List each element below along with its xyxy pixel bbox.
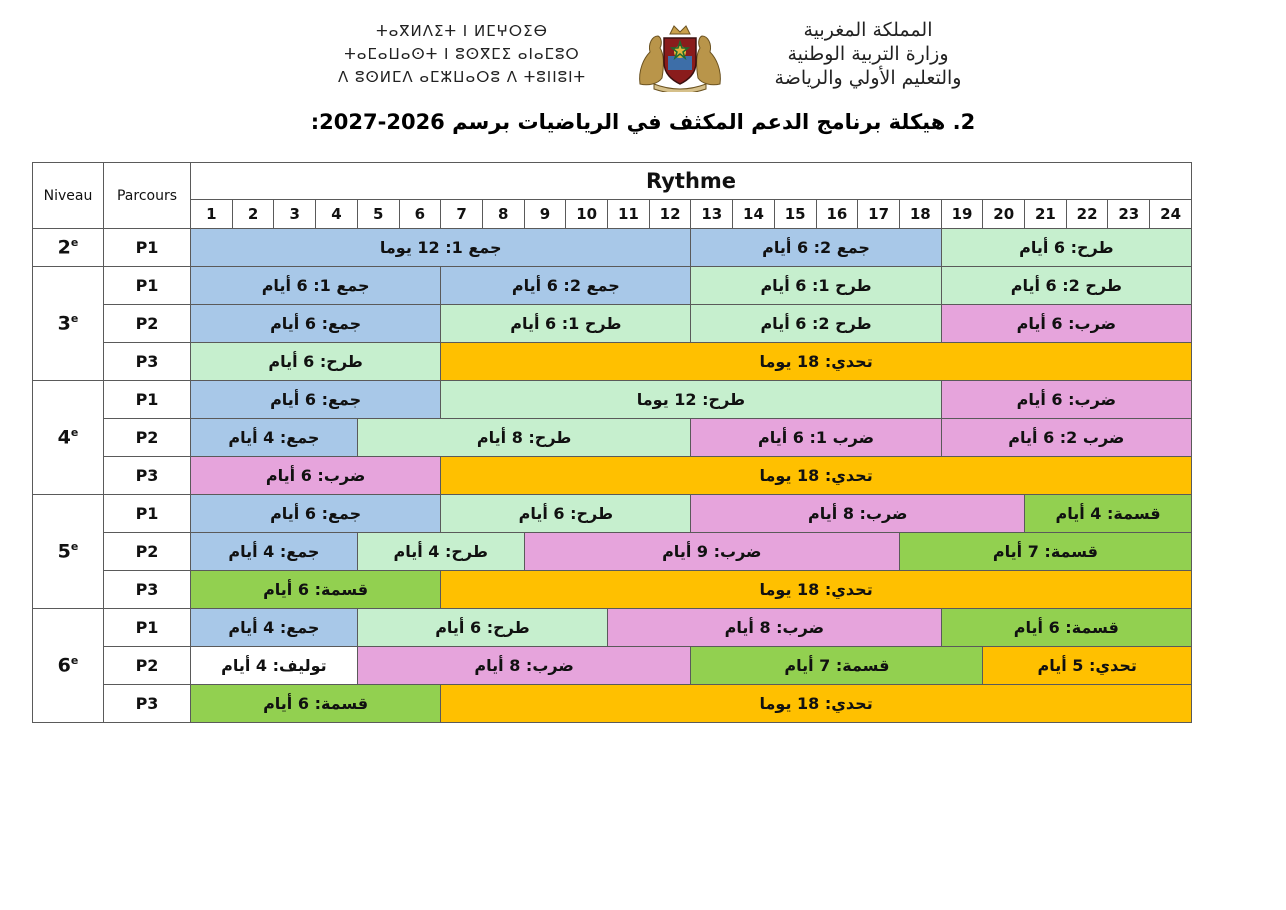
- activity-segment: ضرب: 6 أيام: [941, 305, 1191, 343]
- level-cell: [33, 381, 104, 495]
- day-number-cell: 13: [691, 200, 733, 229]
- table-row: [33, 685, 1192, 723]
- activity-segment: طرح 2: 6 أيام: [941, 267, 1191, 305]
- table-row: [33, 343, 1192, 381]
- parcours-cell: P1: [104, 609, 191, 647]
- activity-segment: قسمة: 6 أيام: [191, 571, 441, 609]
- activity-segment: تحدي: 18 يوما: [441, 571, 1192, 609]
- days-header-row: [33, 200, 1192, 229]
- activity-segment: ضرب: 9 أيام: [524, 533, 899, 571]
- activity-segment: جمع: 4 أيام: [191, 609, 358, 647]
- activity-segment: جمع: 6 أيام: [191, 495, 441, 533]
- level-superscript: e: [70, 426, 79, 440]
- activity-segment: طرح: 6 أيام: [941, 229, 1191, 267]
- day-number-cell: 16: [816, 200, 858, 229]
- activity-segment: ضرب: 8 أيام: [691, 495, 1025, 533]
- activity-segment: ضرب: 6 أيام: [191, 457, 441, 495]
- parcours-cell: P1: [104, 381, 191, 419]
- document-title: 2. هيكلة برنامج الدعم المكثف في الرياضيات برسم 2026-2027:: [310, 110, 976, 134]
- activity-segment: طرح: 4 أيام: [357, 533, 524, 571]
- activity-segment: جمع: 6 أيام: [191, 381, 441, 419]
- activity-segment: ضرب 1: 6 أيام: [691, 419, 941, 457]
- table-row: [33, 419, 1192, 457]
- table-row: [33, 267, 1192, 305]
- level-label: 3: [57, 312, 71, 335]
- table-row: [33, 457, 1192, 495]
- table-row: [33, 609, 1192, 647]
- table-header-row: [33, 163, 1192, 200]
- activity-segment: ضرب: 8 أيام: [608, 609, 942, 647]
- table-row: [33, 647, 1192, 685]
- tifinagh-line: ⵜⴰⴳⵍⴷⵉⵜ ⵏ ⵍⵎⵖⵔⵉⴱ: [376, 22, 548, 40]
- activity-segment: جمع: 4 أيام: [191, 533, 358, 571]
- table-row: [33, 381, 1192, 419]
- activity-segment: جمع 2: 6 أيام: [441, 267, 691, 305]
- activity-segment: طرح: 8 أيام: [357, 419, 691, 457]
- activity-segment: قسمة: 7 أيام: [899, 533, 1191, 571]
- activity-segment: طرح: 12 يوما: [441, 381, 941, 419]
- day-number-cell: 3: [274, 200, 316, 229]
- day-number-cell: 22: [1066, 200, 1108, 229]
- niveau-header: Niveau: [33, 163, 104, 229]
- level-label: 4: [57, 426, 71, 449]
- parcours-cell: P1: [104, 267, 191, 305]
- level-cell: [33, 609, 104, 723]
- parcours-cell: P3: [104, 571, 191, 609]
- activity-segment: تحدي: 5 أيام: [983, 647, 1192, 685]
- level-label: 6: [57, 654, 71, 677]
- activity-segment: ضرب 2: 6 أيام: [941, 419, 1191, 457]
- day-number-cell: 23: [1108, 200, 1150, 229]
- parcours-cell: P1: [104, 229, 191, 267]
- activity-segment: طرح 1: 6 أيام: [441, 305, 691, 343]
- arabic-ministry-name: [718, 18, 1018, 90]
- parcours-cell: P2: [104, 647, 191, 685]
- day-number-cell: 1: [191, 200, 233, 229]
- level-label: 2: [57, 236, 71, 259]
- parcours-cell: P3: [104, 685, 191, 723]
- arabic-line: المملكة المغربية: [803, 19, 933, 41]
- level-superscript: e: [70, 654, 79, 668]
- level-cell: [33, 229, 104, 267]
- morocco-coat-of-arms-icon: [634, 22, 726, 92]
- activity-segment: طرح 2: 6 أيام: [691, 305, 941, 343]
- level-cell: [33, 267, 104, 381]
- activity-segment: قسمة: 6 أيام: [941, 609, 1191, 647]
- activity-segment: طرح 1: 6 أيام: [691, 267, 941, 305]
- day-number-cell: 18: [899, 200, 941, 229]
- day-number-cell: 4: [316, 200, 358, 229]
- parcours-header: Parcours: [104, 163, 191, 229]
- table-row: [33, 533, 1192, 571]
- parcours-cell: P3: [104, 343, 191, 381]
- table-row: [33, 229, 1192, 267]
- day-number-cell: 8: [482, 200, 524, 229]
- parcours-cell: P2: [104, 533, 191, 571]
- activity-segment: جمع: 6 أيام: [191, 305, 441, 343]
- activity-segment: قسمة: 6 أيام: [191, 685, 441, 723]
- activity-segment: جمع 1: 6 أيام: [191, 267, 441, 305]
- table-row: [33, 305, 1192, 343]
- activity-segment: ضرب: 6 أيام: [941, 381, 1191, 419]
- activity-segment: قسمة: 4 أيام: [1025, 495, 1192, 533]
- day-number-cell: 17: [858, 200, 900, 229]
- schedule-table: [32, 162, 1192, 723]
- parcours-cell: P2: [104, 305, 191, 343]
- table-row: [33, 495, 1192, 533]
- day-number-cell: 19: [941, 200, 983, 229]
- activity-segment: جمع: 4 أيام: [191, 419, 358, 457]
- page-header: [0, 14, 1286, 92]
- day-number-cell: 21: [1025, 200, 1067, 229]
- day-number-cell: 20: [983, 200, 1025, 229]
- level-superscript: e: [70, 236, 79, 250]
- activity-segment: جمع 1: 12 يوما: [191, 229, 691, 267]
- activity-segment: تحدي: 18 يوما: [441, 457, 1192, 495]
- activity-segment: جمع 2: 6 أيام: [691, 229, 941, 267]
- activity-segment: طرح: 6 أيام: [191, 343, 441, 381]
- tifinagh-line: ⵜⴰⵎⴰⵡⴰⵙⵜ ⵏ ⵓⵙⴳⵎⵉ ⴰⵏⴰⵎⵓⵔ: [344, 45, 580, 63]
- rythme-header: Rythme: [191, 163, 1192, 200]
- tifinagh-ministry-name: [296, 20, 628, 89]
- day-number-cell: 10: [566, 200, 608, 229]
- day-number-cell: 12: [649, 200, 691, 229]
- day-number-cell: 5: [357, 200, 399, 229]
- activity-segment: تحدي: 18 يوما: [441, 343, 1192, 381]
- day-number-cell: 2: [232, 200, 274, 229]
- arabic-line: والتعليم الأولي والرياضة: [774, 67, 962, 89]
- activity-segment: طرح: 6 أيام: [441, 495, 691, 533]
- day-number-cell: 7: [441, 200, 483, 229]
- arabic-line: وزارة التربية الوطنية: [787, 43, 949, 65]
- activity-segment: طرح: 6 أيام: [357, 609, 607, 647]
- day-number-cell: 6: [399, 200, 441, 229]
- day-number-cell: 15: [774, 200, 816, 229]
- activity-segment: تحدي: 18 يوما: [441, 685, 1192, 723]
- day-number-cell: 11: [608, 200, 650, 229]
- day-number-cell: 24: [1150, 200, 1192, 229]
- tifinagh-line: ⴷ ⵓⵙⵍⵎⴷ ⴰⵎⵣⵡⴰⵔⵓ ⴷ ⵜⵓⵏⵏⵓⵏⵜ: [337, 68, 587, 86]
- day-number-cell: 14: [733, 200, 775, 229]
- activity-segment: قسمة: 7 أيام: [691, 647, 983, 685]
- level-label: 5: [57, 540, 71, 563]
- parcours-cell: P2: [104, 419, 191, 457]
- level-superscript: e: [70, 540, 79, 554]
- level-cell: [33, 495, 104, 609]
- level-superscript: e: [70, 312, 79, 326]
- activity-segment: ضرب: 8 أيام: [357, 647, 691, 685]
- parcours-cell: P1: [104, 495, 191, 533]
- parcours-cell: P3: [104, 457, 191, 495]
- activity-segment: توليف: 4 أيام: [191, 647, 358, 685]
- day-number-cell: 9: [524, 200, 566, 229]
- table-row: [33, 571, 1192, 609]
- schedule-body: [33, 163, 1192, 723]
